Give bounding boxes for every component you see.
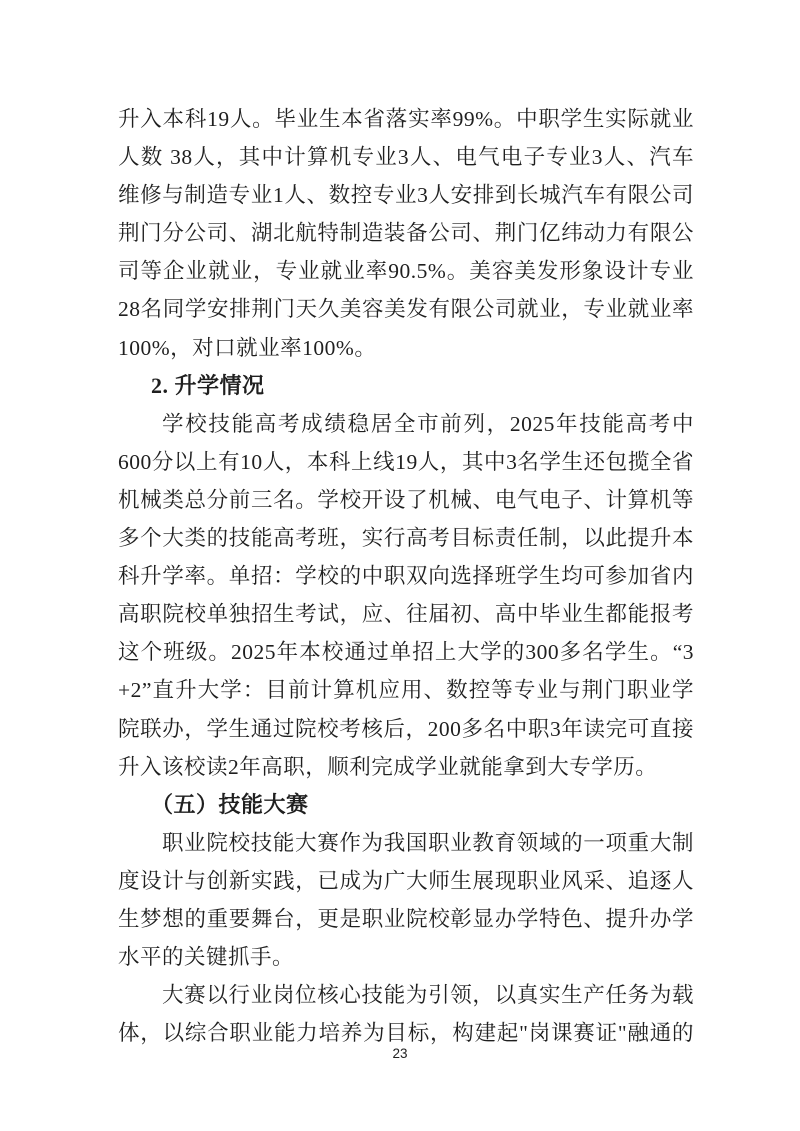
text-line: 大赛以行业岗位核心技能为引领，以真实生产任务为载 [162,983,694,1008]
section-heading-skills-competition: （五）技能大赛 [151,791,309,817]
text-line: 多个大类的技能高考班，实行高考目标责任制，以此提升本 [118,526,694,551]
text-line: 升入该校读2年高职，顺利完成学业就能拿到大专学历。 [118,754,658,779]
text-line: 高职院校单独招生考试，应、往届初、高中毕业生都能报考 [118,602,694,627]
text-line: 生梦想的重要舞台，更是职业院校彰显办学特色、提升办学 [118,906,694,931]
page-number: 23 [392,1046,408,1061]
section-heading-promotion: 2. 升学情况 [151,372,265,398]
text-line: 学校技能高考成绩稳居全市前列，2025年技能高考中 [162,411,694,436]
text-line: 600分以上有10人，本科上线19人，其中3名学生还包揽全省 [118,449,694,474]
text-line: 机械类总分前三名。学校开设了机械、电气电子、计算机等 [118,487,694,512]
text-line: 荆门分公司、湖北航特制造装备公司、荆门亿纬动力有限公 [118,221,694,246]
text-line: 体，以综合职业能力培养为目标，构建起"岗课赛证"融通的 [118,1021,694,1046]
text-line: +2”直升大学：目前计算机应用、数控等专业与荆门职业学 [118,678,694,703]
text-line: 维修与制造专业1人、数控专业3人安排到长城汽车有限公司 [118,183,694,208]
text-line: 100%，对口就业率100%。 [118,335,377,360]
text-line: 水平的关键抓手。 [118,945,295,970]
text-line: 职业院校技能大赛作为我国职业教育领域的一项重大制 [162,830,694,855]
text-line: 科升学率。单招：学校的中职双向选择班学生均可参加省内 [118,564,694,589]
text-line: 司等企业就业，专业就业率90.5%。美容美发形象设计专业 [118,259,694,284]
text-line: 度设计与创新实践，已成为广大师生展现职业风采、追逐人 [118,868,694,893]
text-line: 这个班级。2025年本校通过单招上大学的300多名学生。“3 [118,640,694,665]
text-line: 升入本科19人。毕业生本省落实率99%。中职学生实际就业 [118,107,694,131]
text-line: 28名同学安排荆门天久美容美发有限公司就业，专业就业率 [118,297,694,322]
text-line: 院联办，学生通过院校考核后，200多名中职3年读完可直接 [118,716,694,741]
text-line: 人数 38人，其中计算机专业3人、电气电子专业3人、汽车 [118,145,694,170]
document-body [118,100,694,1052]
